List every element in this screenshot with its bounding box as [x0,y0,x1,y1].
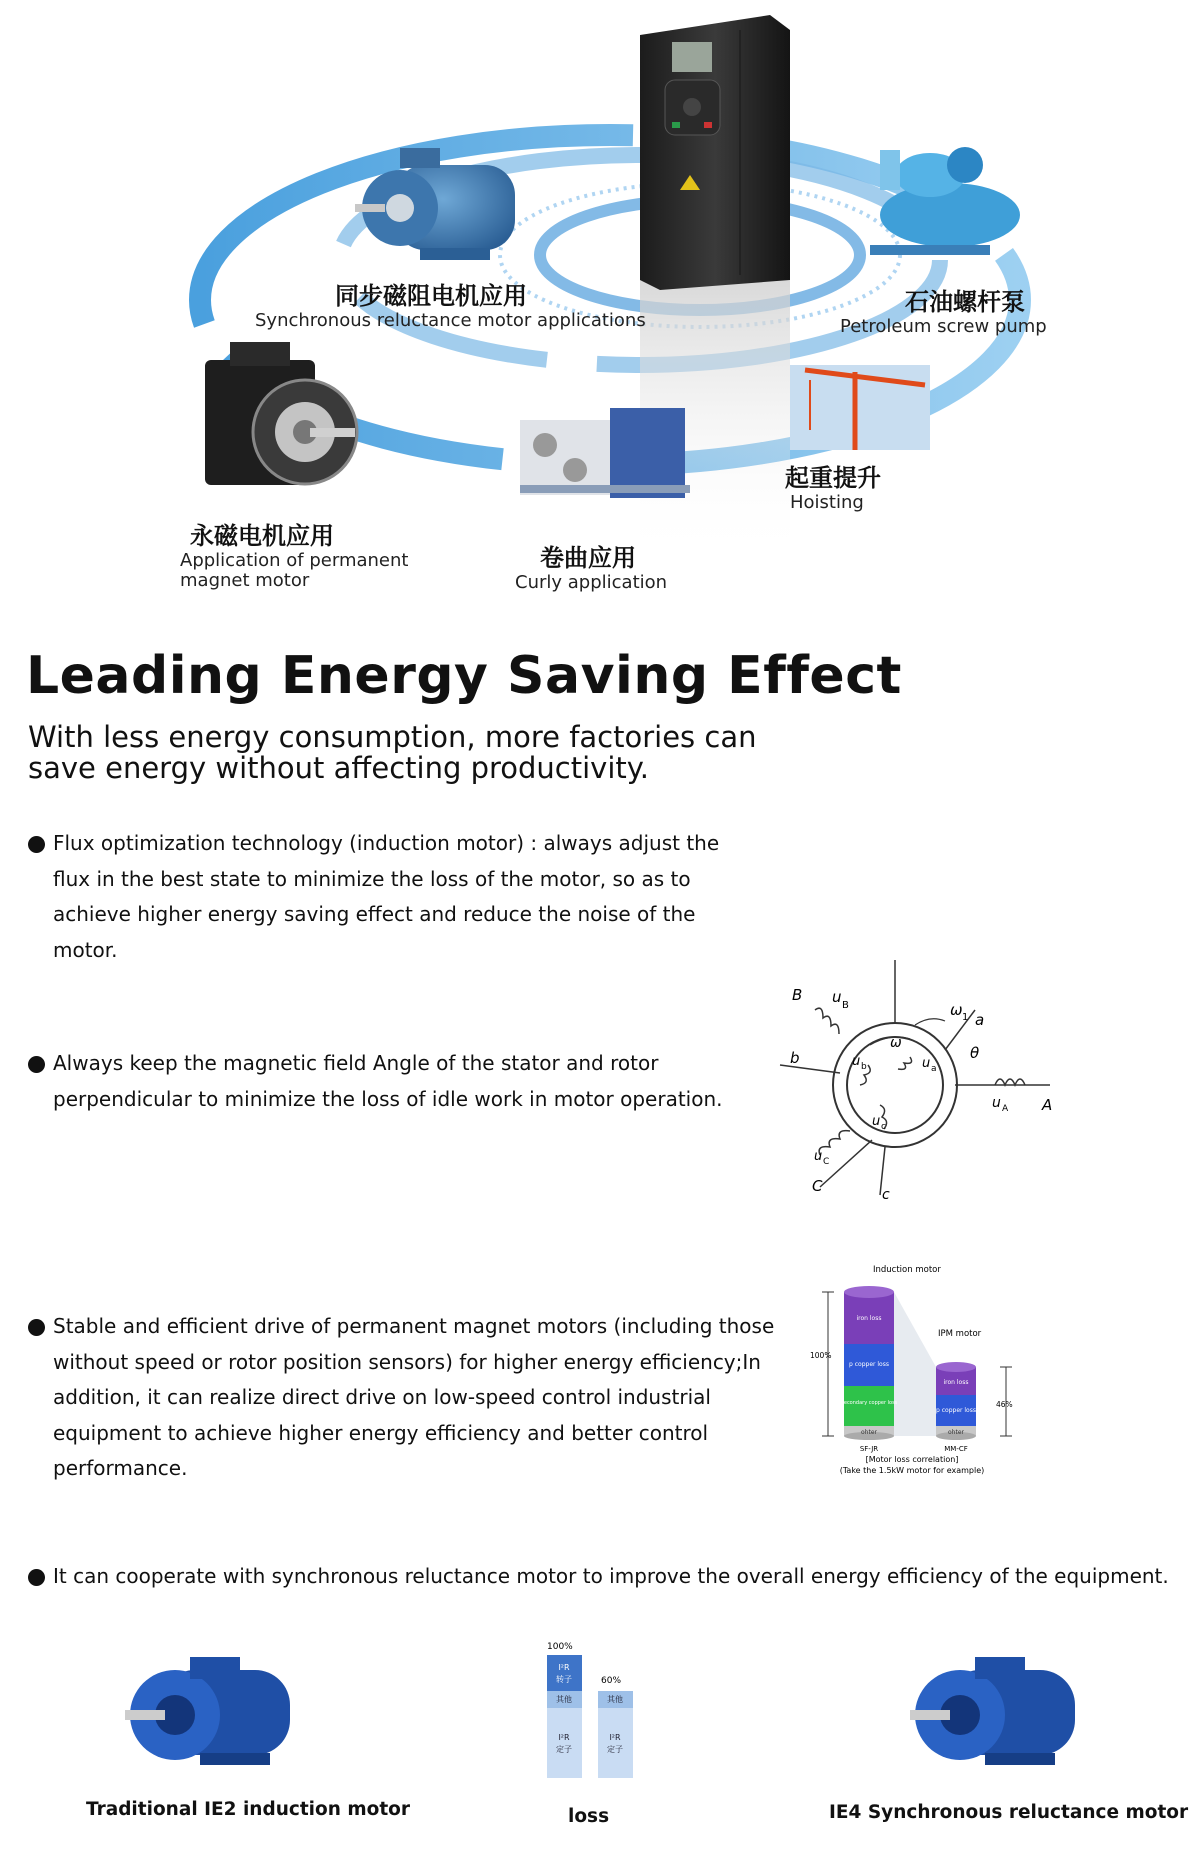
hoisting-crane-image [790,365,930,450]
bullet-permanent-magnet [28,1309,788,1487]
ie2-induction-motor-image [120,1645,300,1770]
bullet-dot-icon [28,1569,45,1586]
diagram-label: c [881,1122,886,1132]
ipm-pct-label: 46% [996,1400,1013,1409]
label-permanent-magnet [180,516,430,591]
diagram-label: b [790,1049,800,1067]
label-curly [515,538,668,593]
diagram-label: B [792,986,803,1004]
ie4-motor-caption: IE4 Synchronous reluctance motor [829,1802,1189,1823]
bar-100 [547,1655,582,1778]
diagram-label: u [922,1056,931,1071]
chart-caption: [Motor loss correlation] [865,1455,959,1464]
bar-seg-label: 定子 [556,1745,572,1754]
base-label-right: MM-CF [944,1445,968,1453]
label-cn: 同步磁阻电机应用 [335,282,527,310]
segment-label: ohter [948,1429,964,1436]
label-en: Application of permanent magnet motor [180,550,409,591]
label-cn: 永磁电机应用 [190,522,334,550]
bullet-text: Stable and efficient drive of permanent magnet motors (including those without speed or rotor position sensors) for higher energy efficiency;In addition, it can realize direct drive on low-speed control industrial equipment to achieve higher energy efficiency and better control performance. [53,1314,775,1480]
bar-seg-label: I²R [558,1733,570,1742]
bar-seg-label: 转子 [556,1675,572,1684]
label-cn: 石油螺杆泵 [905,288,1025,316]
bar-seg-label: 其他 [556,1695,572,1704]
segment-label: iron loss [856,1315,882,1322]
curly-application-image [520,408,690,498]
segment-secondary-copper-loss [844,1386,894,1426]
bar-seg-label: 定子 [607,1745,623,1754]
label-synchronous [255,276,646,331]
label-en: Petroleum screw pump [840,316,1047,337]
ie2-motor-caption: Traditional IE2 induction motor [86,1799,411,1820]
label-en: Synchronous reluctance motor applications [255,310,646,331]
ie4-reluctance-motor-image [905,1645,1085,1770]
diagram-label: ω [890,1035,902,1051]
diagram-label: ω [950,1001,963,1019]
diagram-label: A [1042,1096,1053,1114]
diagram-label: B [842,1000,849,1011]
diagram-label: a [975,1011,985,1029]
segment-label: iron loss [943,1379,969,1386]
segment-label: p copper loss [849,1361,889,1368]
section-subtitle: With less energy consumption, more factories can save energy without affecting productivity. [28,720,757,785]
bullet-dot-icon [28,1319,45,1336]
label-screw-pump [840,282,1047,337]
bullet-dot-icon [28,1056,45,1073]
motor-loss-chart [810,1262,1030,1484]
diagram-label: u [992,1095,1001,1111]
section-title: Leading Energy Saving Effect [26,646,902,706]
diagram-label: A [1002,1104,1009,1114]
bullet-text: Flux optimization technology (induction motor) : always adjust the flux in the best state to minimize the loss of the motor, so as to achieve higher energy saving effect and reduce the noise of the motor. [53,831,720,962]
bullet-synchronous-reluctance [28,1559,1198,1595]
stator-rotor-vector-diagram [760,955,1060,1200]
total-pct-label: 100% [810,1351,832,1360]
bar-60 [598,1691,633,1778]
segment-label: Secondary copper loss [840,1400,898,1406]
bar-seg-label: 其他 [607,1695,623,1704]
loss-caption: loss [568,1806,610,1827]
loss-comparison-bars [540,1640,650,1780]
label-cn: 卷曲应用 [540,544,636,572]
bullet-text: It can cooperate with synchronous reluctance motor to improve the overall energy efficiency of the equipment. [53,1564,1169,1588]
diagram-label: u [832,988,842,1006]
hero-banner [0,0,1200,600]
segment-label: ohter [861,1429,877,1436]
induction-motor-bar [841,1286,898,1440]
bullet-text: Always keep the magnetic field Angle of the stator and rotor perpendicular to minimize the loss of idle work in motor operation. [53,1051,723,1111]
base-label-left: SF-JR [859,1445,879,1453]
diagram-label: u [852,1054,861,1069]
label-hoisting [785,458,881,513]
screw-pump-image [870,147,1020,255]
bullet-magnetic-angle [28,1046,748,1117]
bar-pct-label: 100% [547,1642,573,1652]
diagram-label: C [823,1157,830,1167]
diagram-label: b [861,1062,867,1072]
ipm-motor-bar [936,1362,976,1440]
diagram-label: a [931,1064,937,1074]
diagram-label: 1 [962,1012,969,1023]
segment-label: p copper loss [936,1407,976,1414]
loss-chart-title: Induction motor [873,1265,941,1275]
diagram-label: C [812,1177,823,1195]
diagram-label: u [814,1149,823,1164]
bar-seg-label: I²R [558,1663,570,1672]
chart-caption: (Take the 1.5kW motor for example) [839,1466,985,1475]
label-en: Curly application [515,572,668,593]
bullet-dot-icon [28,836,45,853]
diagram-label: c [882,1187,890,1200]
bar-seg-label: I²R [609,1733,621,1742]
label-en: Hoisting [790,492,864,513]
bullet-flux-optimization [28,826,728,968]
diagram-label: u [872,1114,881,1129]
diagram-label: θ [970,1044,980,1062]
bar-pct-label: 60% [601,1676,622,1686]
label-cn: 起重提升 [785,464,881,492]
ipm-label: IPM motor [938,1329,982,1339]
permanent-magnet-motor-image [205,342,357,485]
